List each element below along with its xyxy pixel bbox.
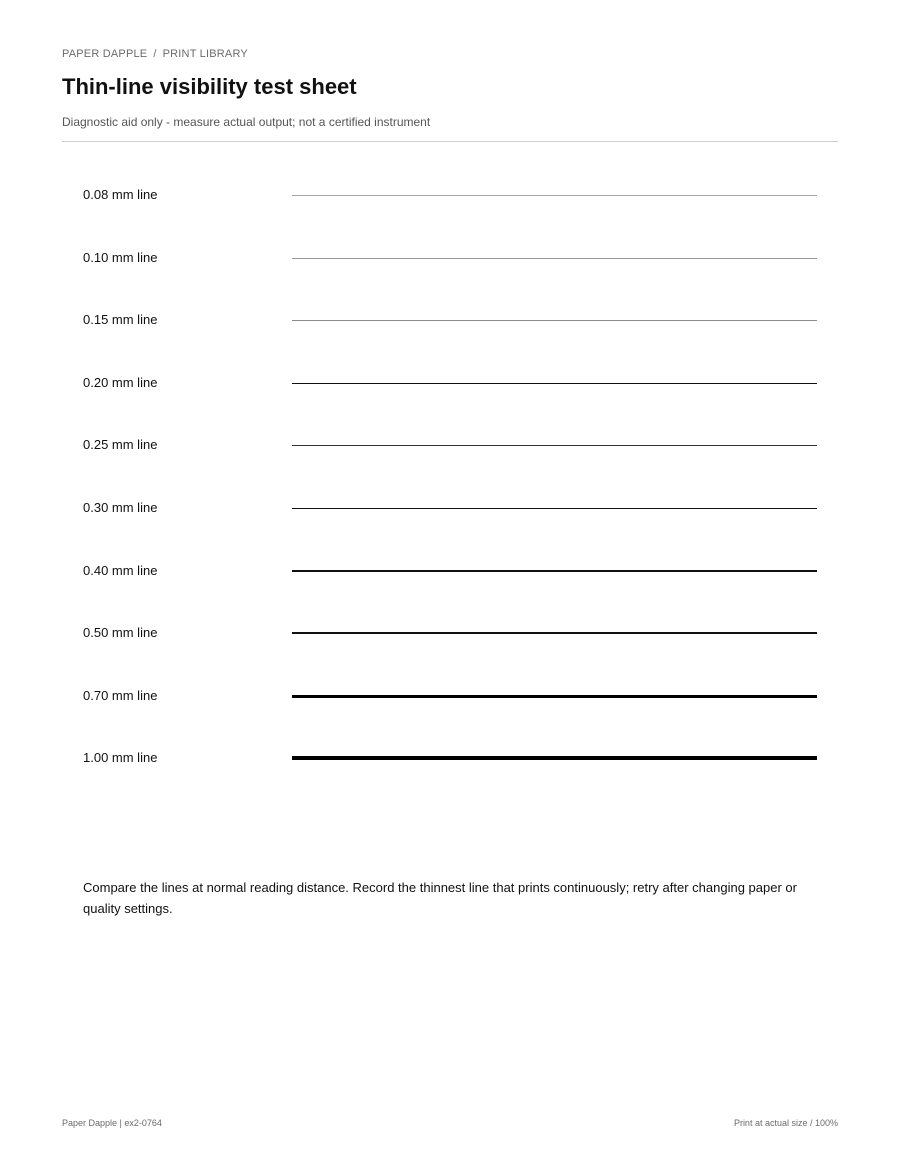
- page-title: Thin-line visibility test sheet: [62, 74, 357, 99]
- line-sample-label: 0.08 mm line: [83, 187, 158, 202]
- line-sample-label: 0.30 mm line: [83, 500, 158, 515]
- line-sample-row: [83, 435, 817, 455]
- line-sample-stroke: [292, 195, 817, 196]
- line-sample-row: [83, 373, 817, 393]
- line-sample-label: 0.10 mm line: [83, 250, 158, 265]
- line-sample-row: [83, 686, 817, 706]
- line-sample-label: 1.00 mm line: [83, 750, 158, 765]
- line-sample-label: 0.50 mm line: [83, 625, 158, 640]
- line-sample-row: [83, 561, 817, 581]
- line-sample-stroke: [292, 320, 817, 321]
- instructions-text: Compare the lines at normal reading distance. Record the thinnest line that prints continuously; retry after changing paper or quality settings.: [83, 880, 797, 916]
- line-sample-stroke: [292, 570, 817, 572]
- line-sample-row: [83, 248, 817, 268]
- line-sample-label: 0.40 mm line: [83, 563, 158, 578]
- line-sample-stroke: [292, 508, 817, 509]
- breadcrumb-item-section: PRINT LIBRARY: [162, 48, 248, 60]
- line-sample-row: [83, 310, 817, 330]
- line-sample-stroke: [292, 756, 817, 760]
- line-sample-label: 0.20 mm line: [83, 375, 158, 390]
- line-sample-label: 0.70 mm line: [83, 688, 158, 703]
- line-sample-row: [83, 623, 817, 643]
- line-sample-stroke: [292, 383, 817, 384]
- page-subtitle: Diagnostic aid only - measure actual output; not a certified instrument: [62, 115, 431, 129]
- line-sample-label: 0.25 mm line: [83, 437, 158, 452]
- line-sample-stroke: [292, 445, 817, 446]
- footer-document-id: Paper Dapple | ex2-0764: [62, 1118, 162, 1128]
- line-sample-stroke: [292, 258, 817, 259]
- line-sample-stroke: [292, 695, 817, 698]
- line-sample-label: 0.15 mm line: [83, 312, 158, 327]
- breadcrumb-item-brand: PAPER DAPPLE: [62, 48, 148, 60]
- line-sample-row: [83, 185, 817, 205]
- line-sample-row: [83, 748, 817, 768]
- line-sample-stroke: [292, 632, 817, 634]
- line-sample-row: [83, 498, 817, 518]
- footer-print-note: Print at actual size / 100%: [733, 1118, 838, 1128]
- breadcrumb-separator: /: [153, 48, 157, 60]
